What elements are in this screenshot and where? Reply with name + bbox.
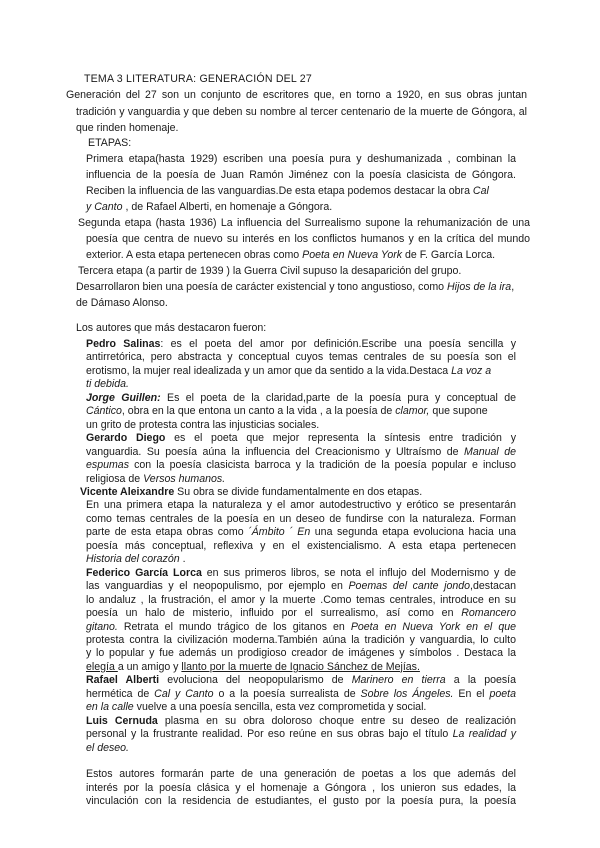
author-name-aleixandre: Vicente Aleixandre: [80, 485, 175, 498]
guillen-line-2: Cántico, obra en la que entona un canto a la vida , a la poesía de clamor, que supone: [86, 405, 488, 418]
lorca-line-1: Federico García Lorca en sus primeros libros, se nota el influjo del Modernismo y de: [86, 566, 517, 579]
cernuda-line-2: personal y la frustrante realidad. Por eso reúne en sus obras bajo el título La realidad y: [86, 728, 516, 740]
primera-etapa-line-3: Reciben la influencia de las vanguardias.De esta etapa podemos destacar la obra Cal: [86, 185, 489, 197]
segunda-etapa-line-3: exterior. A esta etapa pertenecen obras como Poeta en Nueva York de F. García Lorca.: [86, 249, 496, 261]
obra-cal-y-canto: Cal: [472, 185, 489, 197]
salinas-line-3: erotismo, la mujer real idealizada y un amor que da sentido a la vida.Destaca La voz a: [86, 364, 492, 377]
cernuda-line-3: el deseo.: [86, 741, 129, 754]
intro-line-2: tradición y vanguardia y que deben su nombre al tercer centenario de la muerte de Góngora, al: [76, 106, 527, 118]
lorca-line-7: y lo popular y fue además un prodigioso creador de imágenes y símbolos . Destaca la: [86, 647, 516, 660]
diego-line-2: vanguardia. Su poesía aúna la influencia del Creacionismo y Ultraísmo de Manual de: [86, 445, 516, 458]
lorca-line-6: protesta contra la civilización moderna.También aúna la tradición y vanguardia, lo culto: [86, 633, 516, 646]
diego-line-4: religiosa de Versos humanos.: [86, 472, 226, 485]
etapas-heading: ETAPAS:: [88, 137, 132, 149]
page-title: TEMA 3 LITERATURA: GENERACIÓN DEL 27: [84, 73, 312, 85]
tercera-etapa-line-1: Tercera etapa (a partir de 1939 ) la Guerra Civil supuso la desaparición del grupo.: [78, 265, 462, 277]
aleixandre-line-4: poesía más conceptual, reflexiva y en el existencialismo. A esta etapa pertenecen: [86, 539, 516, 552]
primera-etapa-line-1: Primera etapa(hasta 1929) escriben una poesía pura y deshumanizada , combinan la: [86, 153, 516, 165]
salinas-line-4: ti debida.: [86, 378, 129, 391]
primera-etapa-line-2: influencia de la poesía de Juan Ramón Jiménez con la poesía clasicista de Góngora.: [86, 169, 516, 181]
lorca-line-5: gitano. Retrata el mundo trágico de los gitanos en Poeta en Nueva York en el que: [86, 620, 517, 633]
author-name-lorca: Federico García Lorca: [86, 566, 202, 579]
lorca-line-8: elegía a un amigo y llanto por la muerte de Ignacio Sánchez de Mejías.: [86, 660, 420, 673]
tercera-etapa-line-2: Desarrollaron bien una poesía de carácter existencial y tono angustioso, como Hijos de la ira,: [76, 281, 515, 293]
lorca-line-2: las vanguardias y el neopopulismo, por ejemplo en Poemas del cante jondo,destacan: [86, 580, 516, 593]
autores-intro: Los autores que más destacaron fueron:: [76, 322, 267, 334]
cierre-line-2: interés por la poesía clásica y el homenaje a Góngora , los unieron sus edades, la: [86, 781, 516, 794]
segunda-etapa-line-2: poesía que centra de nuevo su interés en los conflictos humanos y en la crítica del mundo: [86, 233, 530, 245]
cierre-line-1: Estos autores formarán parte de una generación de poetas a los que además del: [86, 768, 516, 781]
salinas-line-1: Pedro Salinas: es el poeta del amor por definición.Escribe una poesía sencilla y: [86, 338, 516, 350]
author-name-alberti: Rafael Alberti: [86, 674, 160, 687]
intro-line-1: Generación del 27 son un conjunto de escritores que, en torno a 1920, en sus obras juntan: [66, 89, 527, 101]
aleixandre-line-1: En una primera etapa la naturaleza y el amor autodestructivo y erótico se presentarán: [86, 499, 516, 512]
alberti-line-3: en la calle vuelve a una poesía sencilla, esta vez comprometida y social.: [86, 701, 427, 714]
lorca-line-3: lo andaluz , la frustración, el amor y la muerte .Como temas centrales, introduce en su: [86, 593, 516, 606]
diego-line-3: espumas con la poesía clasicista barroca y la tradición de la poesía popular e incluso: [86, 459, 516, 472]
lorca-line-4: poesía un halo de misterio, influido por el surrealismo, así como en Romancero: [86, 607, 516, 619]
alberti-line-2: hermética de Cal y Canto o a la poesía surrealista de Sobre los Ángeles. En el poeta: [86, 687, 516, 700]
cierre-line-3: vinculación con la residencia de estudiantes, el gusto por la poesía pura, la poesía: [86, 795, 516, 808]
aleixandre-line-3: parte de esta etapa obras como ´Ámbito ´ En una segunda etapa evoluciona hacia una: [86, 526, 516, 539]
guillen-line-3: un grito de protesta contra las injusticias sociales.: [86, 418, 320, 431]
author-name-guillen: Jorge Guillen:: [86, 391, 161, 404]
guillen-line-1: Jorge Guillen: Es el poeta de la claridad,parte de la poesía pura y conceptual de: [86, 391, 516, 404]
aleixandre-line-2: como temas centrales de la poesía en un deseo de fundirse con la naturaleza. Forman: [86, 512, 516, 525]
segunda-etapa-line-1: Segunda etapa (hasta 1936) La influencia del Surrealismo supone la rehumanización de una: [78, 217, 530, 229]
tercera-etapa-line-3: de Dámaso Alonso.: [76, 297, 168, 309]
diego-line-1: Gerardo Diego es el poeta que mejor representa la síntesis entre tradición y: [86, 432, 516, 445]
cernuda-line-1: Luis Cernuda plasma en su obra doloroso choque entre su deseo de realización: [86, 714, 516, 727]
author-name-cernuda: Luis Cernuda: [86, 714, 158, 727]
primera-etapa-line-4: y Canto , de Rafael Alberti, en homenaje a Góngora.: [86, 201, 333, 213]
aleixandre-line-5: Historia del corazón .: [86, 553, 186, 566]
alberti-line-1: Rafael Alberti evoluciona del neopopularismo de Marinero en tierra a la poesía: [86, 674, 516, 687]
author-name-salinas: Pedro Salinas: [86, 338, 161, 350]
author-name-diego: Gerardo Diego: [86, 432, 166, 445]
intro-line-3: que rinden homenaje.: [76, 122, 179, 134]
salinas-line-2: antirretórica, pero abstracta y conceptual cuyos temas centrales de su poesía son el: [86, 351, 516, 364]
aleixandre-line-0: Vicente Aleixandre Su obra se divide fundamentalmente en dos etapas.: [80, 485, 423, 498]
